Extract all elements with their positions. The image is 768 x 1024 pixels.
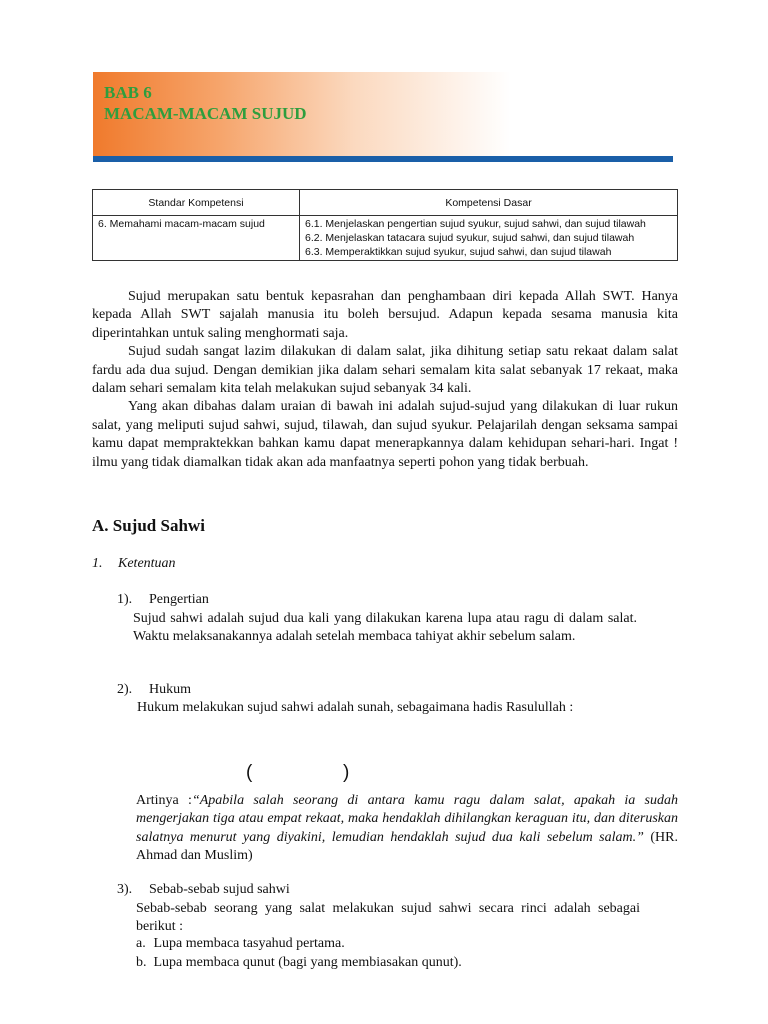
item-heading-pengertian: [117, 592, 209, 608]
item-title: Pengertian: [149, 592, 209, 607]
table-header-standard: Standar Kompetensi: [93, 190, 300, 216]
chapter-title: MACAM-MACAM SUJUD: [104, 104, 307, 123]
item-heading-hukum: [117, 682, 191, 698]
hadith-paren-open: (: [246, 762, 253, 783]
list-item-mark: a.: [136, 936, 146, 951]
item-number: 1).: [117, 592, 133, 607]
table-header-row: [93, 190, 678, 216]
item-heading-sebab: [117, 882, 290, 898]
intro-paragraph: Sujud merupakan satu bentuk kepasrahan dan penghambaan diri kepada Allah SWT. Hanya kepada Allah SWT sajalah manusia itu boleh bersujud. Adapun kepada sesama manusia kita diperintahkan untuk saling menghormati saja.: [92, 289, 678, 341]
intro-paragraph: Sujud sudah sangat lazim dilakukan di dalam salat, jika dihitung setiap satu rekaat dalam salat fardu ada dua sujud. Dengan demikian jika dalam sehari semalam kita salat sebanyak 17 rekaat, maka dalam sehari semalam kita telah melakukan sujud sebanyak 34 kali.: [92, 344, 678, 397]
list-item-mark: b.: [136, 955, 147, 970]
basic-competency-item: 6.1. Menjelaskan pengertian sujud syukur, sujud sahwi, dan sujud tilawah: [305, 218, 646, 230]
item-body-pengertian: Sujud sahwi adalah sujud dua kali yang dilakukan karena lupa atau ragu di dalam salat. Waktu melaksanakannya adalah setelah membaca tahiyat akhir sebelum salam.: [133, 611, 637, 645]
table-cell-standard: 6. Memahami macam-macam sujud: [93, 216, 300, 261]
basic-competency-item: 6.3. Memperaktikkan sujud syukur, sujud sahwi, dan sujud tilawah: [305, 246, 612, 258]
arti-quote: “Apabila salah seorang di antara kamu ragu dalam salat, apakah ia sudah mengerjakan tiga atau empat rekaat, maka hendaklah dihilangkan keraguan itu, dan diteruskan salatnya menurut yang diyakini, lemudian hendaklah sujud dua kali sebelum salam.”: [136, 793, 678, 845]
arti-label: Artinya :: [136, 793, 192, 808]
item-body-sebab: Sebab-sebab seorang yang salat melakukan sujud sahwi secara rinci adalah sebagai berikut :: [136, 901, 640, 935]
item-number: 3).: [117, 882, 133, 897]
sub-heading: [92, 556, 176, 572]
table-row: [93, 216, 678, 261]
list-item: [136, 936, 345, 952]
intro-paragraph: Yang akan dibahas dalam uraian di bawah ini adalah sujud-sujud yang dilakukan di luar rukun salat, yang meliputi sujud sahwi, sujud, tilawah, dan sujud syukur. Pelajarilah dengan seksama sampai kamu dapat mempraktekkan bahkan kamu dapat menerapkannya dalam kehidupan sehari-hari. Ingat ! ilmu yang tidak diamalkan tidak akan ada manfaatnya seperti pohon yang tidak berbuah.: [92, 399, 678, 470]
hadith-paren-close: ): [343, 762, 350, 783]
table-cell-basic: [300, 216, 678, 261]
basic-competency-item: 6.2. Menjelaskan tatacara sujud syukur, sujud sahwi, dan sujud tilawah: [305, 232, 635, 244]
chapter-banner-bar: [93, 156, 673, 162]
list-item: [136, 955, 462, 971]
chapter-number: BAB 6: [104, 83, 152, 102]
sub-heading-number: 1.: [92, 556, 103, 571]
list-item-text: Lupa membaca qunut (bagi yang membiasakan qunut).: [153, 955, 462, 970]
item-number: 2).: [117, 682, 133, 697]
arti-source: (HR. Ahmad dan Muslim): [136, 829, 678, 864]
list-item-text: Lupa membaca tasyahud pertama.: [153, 936, 345, 951]
item-title: Sebab-sebab sujud sahwi: [149, 882, 290, 897]
sub-heading-title: Ketentuan: [118, 556, 176, 571]
competency-table: [92, 189, 678, 261]
table-header-basic: Kompetensi Dasar: [300, 190, 678, 216]
item-body-hukum: Hukum melakukan sujud sahwi adalah sunah, sebagaimana hadis Rasulullah :: [137, 700, 574, 715]
item-title: Hukum: [149, 682, 191, 697]
intro-text: [92, 288, 678, 472]
hadith-translation: [136, 792, 678, 866]
section-heading: A. Sujud Sahwi: [92, 516, 205, 535]
